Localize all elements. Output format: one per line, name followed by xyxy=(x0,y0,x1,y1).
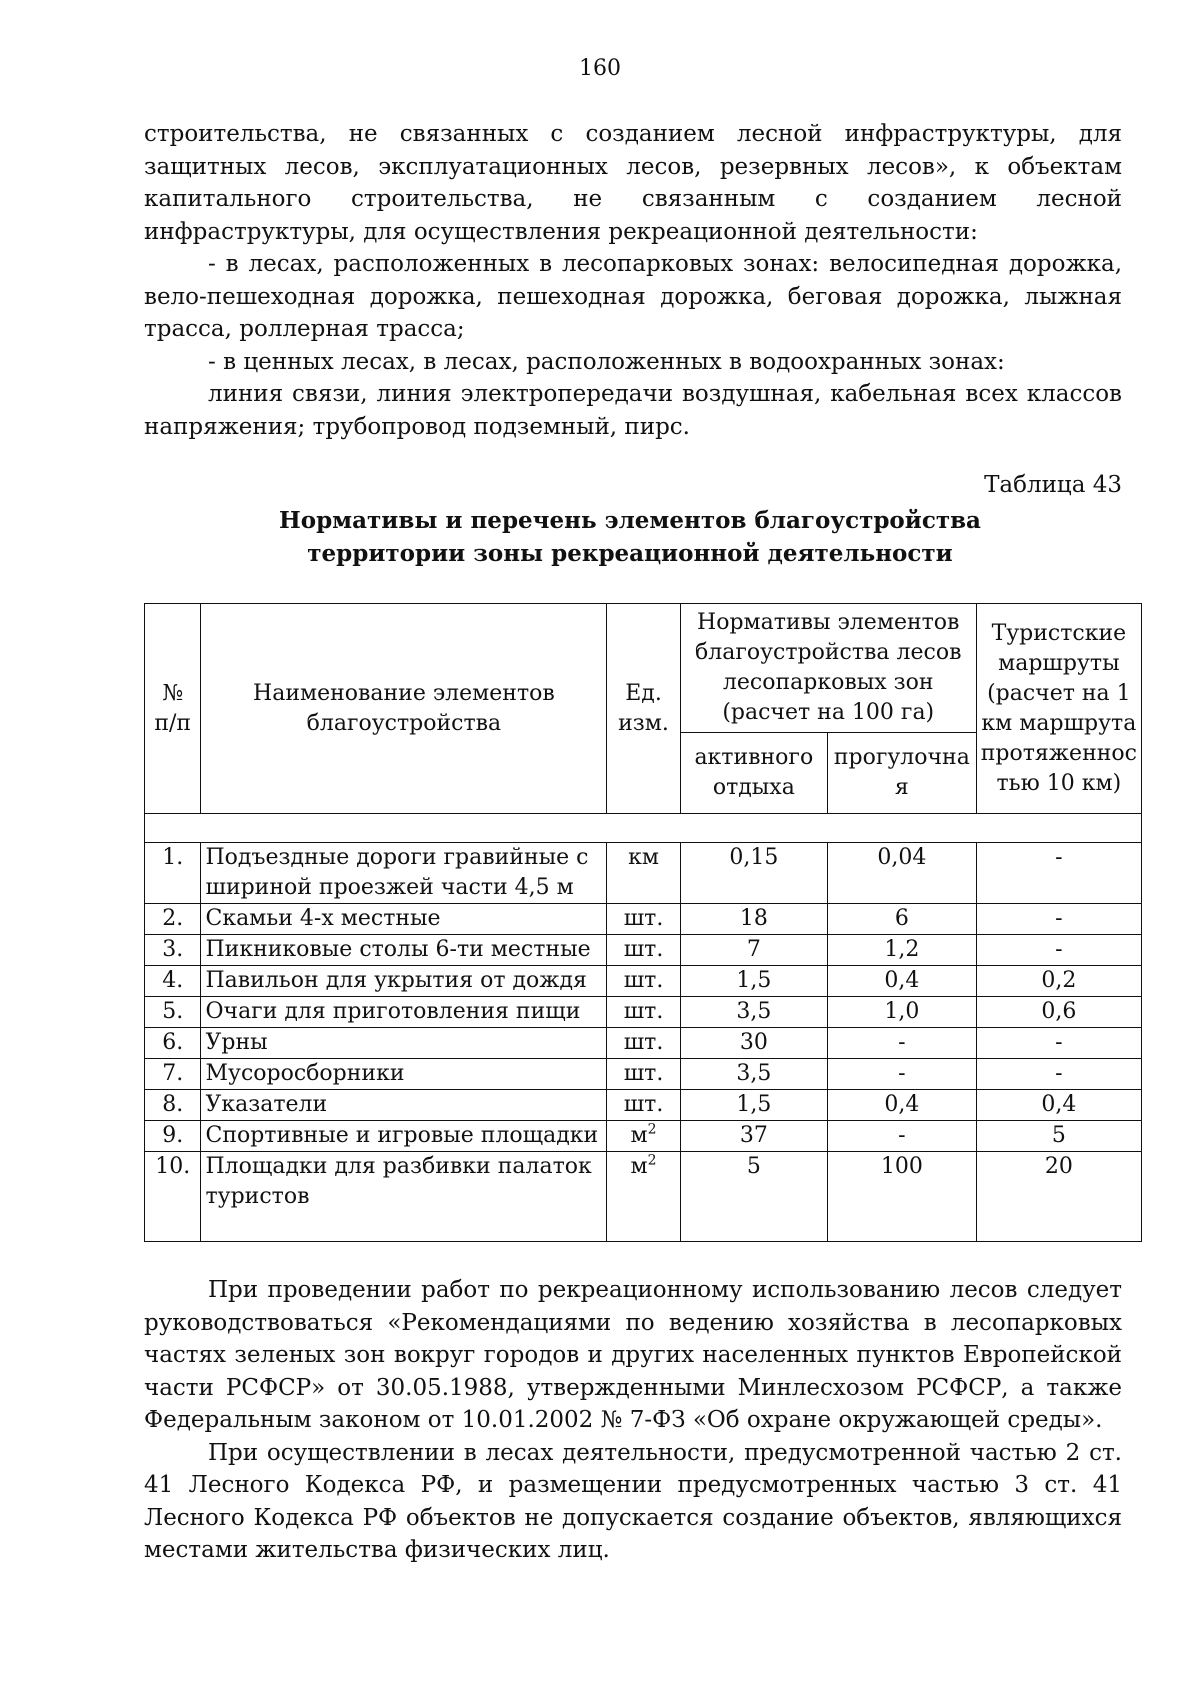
table-row xyxy=(145,1152,1142,1242)
cell-active: 18 xyxy=(680,904,827,935)
outro-paragraph-2: При осуществлении в лесах деятельности, предусмотренной частью 2 ст. 41 Лесного Кодекса РФ, и размещении предусмотренных частью 3 ст. 41 Лесного Кодекса РФ объектов не допускается создание объектов, являющихся местами жительства физических лиц. xyxy=(144,1439,1122,1563)
cell-walking: - xyxy=(827,1028,976,1059)
table-title xyxy=(0,504,1200,570)
cell-unit: шт. xyxy=(607,966,680,997)
cell-walking: 100 xyxy=(827,1152,976,1242)
norms-table xyxy=(144,603,1142,1242)
cell-tourist: 0,4 xyxy=(976,1090,1141,1121)
cell-tourist: - xyxy=(976,1028,1141,1059)
cell-num: 1. xyxy=(145,843,201,904)
table-row xyxy=(145,1059,1142,1090)
table-title-line-1: Нормативы и перечень элементов благоустройства xyxy=(279,507,981,534)
cell-num: 2. xyxy=(145,904,201,935)
cell-unit: $м^2$ xyxy=(607,1121,680,1152)
table-title-line-2: территории зоны рекреационной деятельности xyxy=(307,540,953,567)
cell-num: 3. xyxy=(145,935,201,966)
header-walking: прогулочна я xyxy=(827,733,976,814)
cell-name: Подъездные дороги гравийные с шириной проезжей части 4,5 м xyxy=(201,843,607,904)
cell-name: Спортивные и игровые площадки xyxy=(201,1121,607,1152)
cell-active: 7 xyxy=(680,935,827,966)
cell-unit: шт. xyxy=(607,997,680,1028)
cell-tourist: 0,6 xyxy=(976,997,1141,1028)
cell-unit: шт. xyxy=(607,1090,680,1121)
header-num: № п/п xyxy=(145,604,201,814)
header-row-1 xyxy=(145,604,1142,733)
outro-paragraph-1: При проведении работ по рекреационному использованию лесов следует руководствоваться «Рекомендациями по ведению хозяйства в лесопарковых частях зеленых зон вокруг городов и других населенных пунктов Европейской части РСФСР» от 30.05.1988, утвержденными Минлесхозом РСФСР, а также Федеральным законом от 10.01.2002 № 7-ФЗ «Об охране окружающей среды». xyxy=(144,1277,1122,1433)
table-row xyxy=(145,1090,1142,1121)
intro-paragraph-1: строительства, не связанных с созданием лесной инфраструктуры, для защитных лесов, эксплуатационных лесов, резервных лесов», к объектам капитального строительства, не связанным с созданием лесной инфраструктуры, для осуществления рекреационной деятельности: xyxy=(144,121,1122,245)
cell-tourist: - xyxy=(976,843,1141,904)
cell-active: 1,5 xyxy=(680,966,827,997)
cell-walking: - xyxy=(827,1059,976,1090)
header-unit: Ед. изм. xyxy=(607,604,680,814)
cell-active: 5 xyxy=(680,1152,827,1242)
cell-num: 8. xyxy=(145,1090,201,1121)
cell-walking: 6 xyxy=(827,904,976,935)
table-row xyxy=(145,1028,1142,1059)
intro-paragraph-3: - в ценных лесах, в лесах, расположенных в водоохранных зонах: xyxy=(208,348,1005,375)
cell-tourist: - xyxy=(976,935,1141,966)
cell-active: 3,5 xyxy=(680,1059,827,1090)
cell-unit: км xyxy=(607,843,680,904)
cell-num: 7. xyxy=(145,1059,201,1090)
header-norms: Нормативы элементов благоустройства лесов лесопарковых зон (расчет на 100 га) xyxy=(680,604,976,733)
cell-unit: шт. xyxy=(607,1028,680,1059)
table-row xyxy=(145,966,1142,997)
unit-superscript: 2 xyxy=(647,1152,657,1169)
cell-walking: 1,2 xyxy=(827,935,976,966)
cell-walking: 0,4 xyxy=(827,1090,976,1121)
cell-active: 37 xyxy=(680,1121,827,1152)
cell-num: 5. xyxy=(145,997,201,1028)
cell-tourist: - xyxy=(976,904,1141,935)
cell-num: 9. xyxy=(145,1121,201,1152)
intro-text xyxy=(144,118,1122,443)
cell-walking: 1,0 xyxy=(827,997,976,1028)
cell-name: Павильон для укрытия от дождя xyxy=(201,966,607,997)
cell-walking: 0,04 xyxy=(827,843,976,904)
cell-unit: шт. xyxy=(607,1059,680,1090)
cell-tourist: - xyxy=(976,1059,1141,1090)
cell-active: 1,5 xyxy=(680,1090,827,1121)
table-row xyxy=(145,935,1142,966)
outro-text xyxy=(144,1274,1122,1567)
cell-num: 6. xyxy=(145,1028,201,1059)
cell-walking: - xyxy=(827,1121,976,1152)
cell-name: Скамьи 4-х местные xyxy=(201,904,607,935)
cell-active: 3,5 xyxy=(680,997,827,1028)
cell-name: Пикниковые столы 6-ти местные xyxy=(201,935,607,966)
cell-num: 10. xyxy=(145,1152,201,1242)
spacer-row xyxy=(145,814,1142,843)
cell-tourist: 5 xyxy=(976,1121,1141,1152)
header-name: Наименование элементов благоустройства xyxy=(201,604,607,814)
cell-name: Мусоросборники xyxy=(201,1059,607,1090)
table-row xyxy=(145,997,1142,1028)
table-row xyxy=(145,843,1142,904)
unit-superscript: 2 xyxy=(647,1121,657,1138)
cell-tourist: 20 xyxy=(976,1152,1141,1242)
header-tourist: Туристские маршруты (расчет на 1 км маршрута протяженнос тью 10 км) xyxy=(976,604,1141,814)
cell-num: 4. xyxy=(145,966,201,997)
cell-active: 30 xyxy=(680,1028,827,1059)
page-number: 160 xyxy=(579,56,621,81)
cell-name: Указатели xyxy=(201,1090,607,1121)
header-active: активного отдыха xyxy=(680,733,827,814)
table-body xyxy=(145,814,1142,1242)
intro-paragraph-4: линия связи, линия электропередачи воздушная, кабельная всех классов напряжения; трубопровод подземный, пирс. xyxy=(144,381,1122,440)
cell-active: 0,15 xyxy=(680,843,827,904)
table-caption: Таблица 43 xyxy=(984,472,1122,498)
table-row xyxy=(145,1121,1142,1152)
cell-unit: шт. xyxy=(607,935,680,966)
cell-unit: $м^2$ xyxy=(607,1152,680,1242)
cell-walking: 0,4 xyxy=(827,966,976,997)
cell-name: Площадки для разбивки палаток туристов xyxy=(201,1152,607,1242)
cell-name: Очаги для приготовления пищи xyxy=(201,997,607,1028)
cell-unit: шт. xyxy=(607,904,680,935)
cell-name: Урны xyxy=(201,1028,607,1059)
cell-tourist: 0,2 xyxy=(976,966,1141,997)
table-row xyxy=(145,904,1142,935)
intro-paragraph-2: - в лесах, расположенных в лесопарковых зонах: велосипедная дорожка, вело-пешеходная дорожка, пешеходная дорожка, беговая дорожка, лыжная трасса, роллерная трасса; xyxy=(144,251,1122,342)
